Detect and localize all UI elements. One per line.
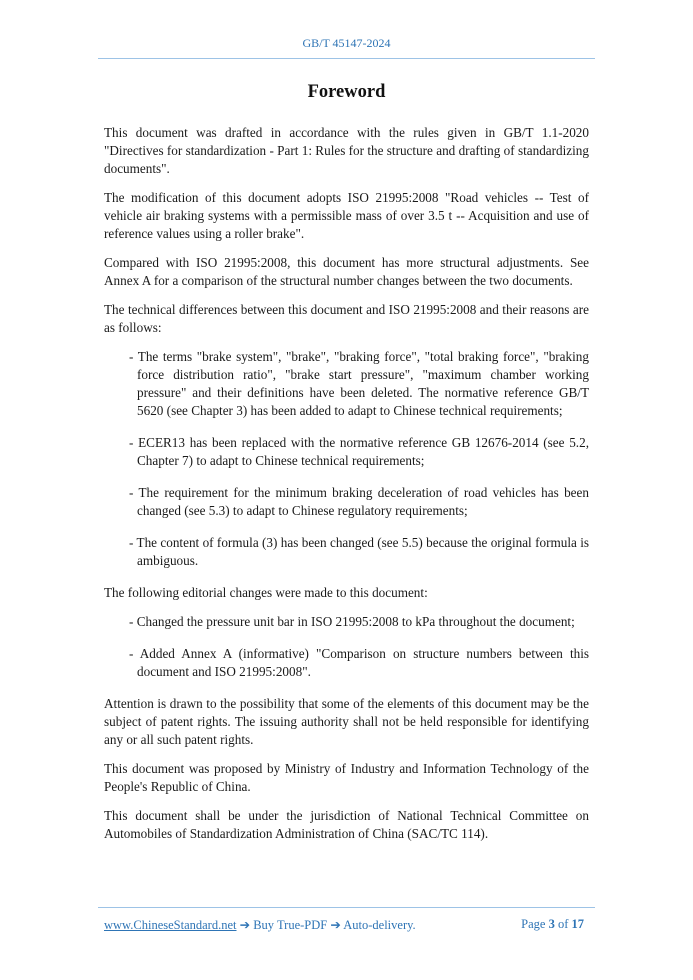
document-body [104,124,589,854]
paragraph-technical-differences: The technical differences between this document and ISO 21995:2008 and their reasons are as follows: [104,302,589,335]
list-item-ecer13-replaced: - ECER13 has been replaced with the normative reference GB 12676-2014 (see 5.2, Chapter 7) to adapt to Chinese technical requirements; [129,435,589,468]
website-link[interactable]: www.ChineseStandard.net [104,918,237,932]
paragraph-patent-rights: Attention is drawn to the possibility that some of the elements of this document may be the subject of patent rights. The issuing authority shall not be held responsible for identifying any or all such patent rights. [104,696,589,747]
footer-promo [104,917,416,933]
header-divider [98,58,595,59]
paragraph-editorial-changes: The following editorial changes were made to this document: [104,585,428,600]
footer-promo-text: ➔ Buy True-PDF ➔ Auto-delivery. [236,918,416,932]
page-number [521,917,584,933]
page-label: Page [521,917,546,931]
page-footer [104,917,584,933]
footer-divider [98,907,595,908]
paragraph-adoption: The modification of this document adopts ISO 21995:2008 "Road vehicles -- Test of vehicle air braking systems with a permissible mass of over 3.5 t -- Acquisition and use of reference values using a roller brake". [104,190,589,241]
page-title: Foreword [307,82,386,102]
paragraph-drafting-rules: This document was drafted in accordance with the rules given in GB/T 1.1-2020 "Directives for standardization - Part 1: Rules for the structure and drafting of standardizing documents". [104,125,589,176]
list-item-braking-deceleration: - The requirement for the minimum braking deceleration of road vehicles has been changed (see 5.3) to adapt to Chinese regulatory requirements; [129,485,589,518]
running-header: GB/T 45147-2024 [302,36,391,50]
list-item-deleted-terms: - The terms "brake system", "brake", "braking force", "total braking force", "braking force distribution ratio", "brake start pressure", "maximum chamber working pressure" and their definitions have been deleted. The normative reference GB/T 5620 (see Chapter 3) has been added to adapt to Chinese technical requirements; [129,349,589,418]
page-total: 17 [571,917,584,931]
page-current: 3 [548,917,555,931]
paragraph-proposed-by: This document was proposed by Ministry of Industry and Information Technology of the People's Republic of China. [104,761,589,794]
paragraph-jurisdiction: This document shall be under the jurisdiction of National Technical Committee on Automobiles of Standardization Administration of China (SAC/TC 114). [104,808,589,841]
page-of: of [557,917,569,931]
list-item-formula-changed: - The content of formula (3) has been changed (see 5.5) because the original formula is ambiguous. [129,535,589,568]
list-item-pressure-unit: - Changed the pressure unit bar in ISO 21995:2008 to kPa throughout the document; [129,614,575,629]
list-item-annex-a: - Added Annex A (informative) "Comparison on structure numbers between this document and ISO 21995:2008". [129,646,589,679]
paragraph-structural-adjustments: Compared with ISO 21995:2008, this document has more structural adjustments. See Annex A for a comparison of the structural number changes between the two documents. [104,255,589,288]
